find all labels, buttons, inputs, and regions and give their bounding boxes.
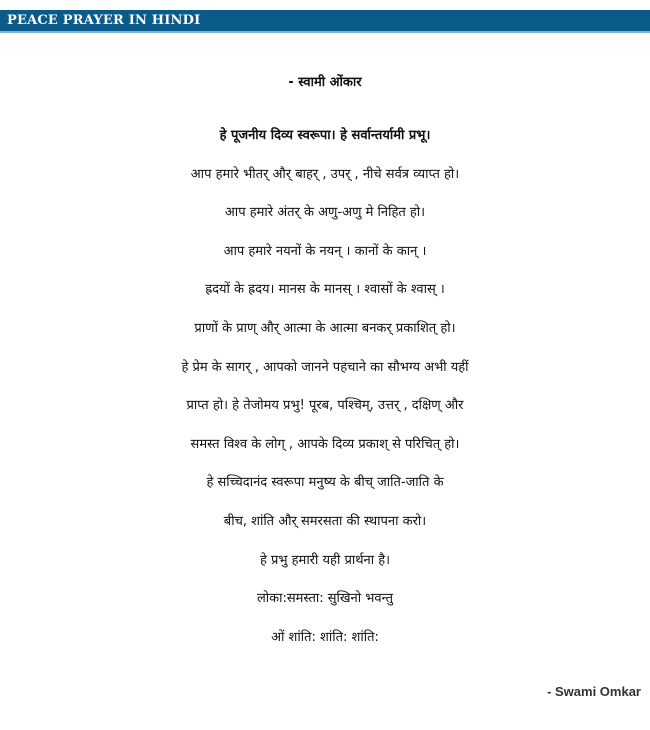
author-byline-hindi: - स्वामी ओंकार: [288, 75, 362, 90]
page-title: PEACE PRAYER IN HINDI: [7, 13, 201, 28]
prayer-line: बीच, शांति और् समरसता की स्थापना करो।: [223, 513, 427, 529]
prayer-line: समस्त विश्व के लोग् , आपके दिव्य प्रकाश् से परिचित् हो।: [190, 436, 460, 452]
prayer-line: आप हमारे भीतर् और् बाहर् , उपर् , नीचे सर्वत्र व्याप्त हो।: [190, 166, 460, 182]
title-bar: [0, 10, 650, 33]
prayer-line: हे पूजनीय दिव्य स्वरूपा। हे सर्वान्तर्यामी प्रभू।: [219, 128, 431, 143]
prayer-line: लोका:समस्ता: सुखिनो भवन्तु: [256, 591, 394, 607]
author-byline-english: - Swami Omkar: [547, 684, 641, 699]
prayer-line: आप हमारे अंतर् के अणु-अणु मे निहित हो।: [224, 205, 426, 221]
prayer-line: ओं शांति: शांति: शांति:: [271, 629, 379, 645]
prayer-line: हे प्रभु हमारी यही प्रार्थना है।: [259, 552, 391, 568]
prayer-line: प्राप्त हो। हे तेजोमय प्रभु! पूरब, पश्चिम्, उत्तर् , दक्षिण् और: [186, 398, 464, 414]
prayer-line: प्राणों के प्राण् और् आत्मा के आत्मा बनकर् प्रकाशित् हो।: [194, 320, 456, 336]
prayer-line: हे प्रेम के सागर् , आपको जानने पहचाने का सौभग्य अभी यहीं: [181, 359, 469, 375]
prayer-text: [0, 126, 650, 666]
prayer-line: ह्रदयों के ह्रदय। मानस के मानस् । श्वासों के श्वास् ।: [205, 282, 445, 298]
prayer-line: हे सच्चिदानंद स्वरूपा मनुष्य के बीच् जाति-जाति के: [206, 475, 444, 491]
prayer-line: आप हमारे नयनों के नयन् । कानों के कान् ।: [223, 243, 427, 259]
